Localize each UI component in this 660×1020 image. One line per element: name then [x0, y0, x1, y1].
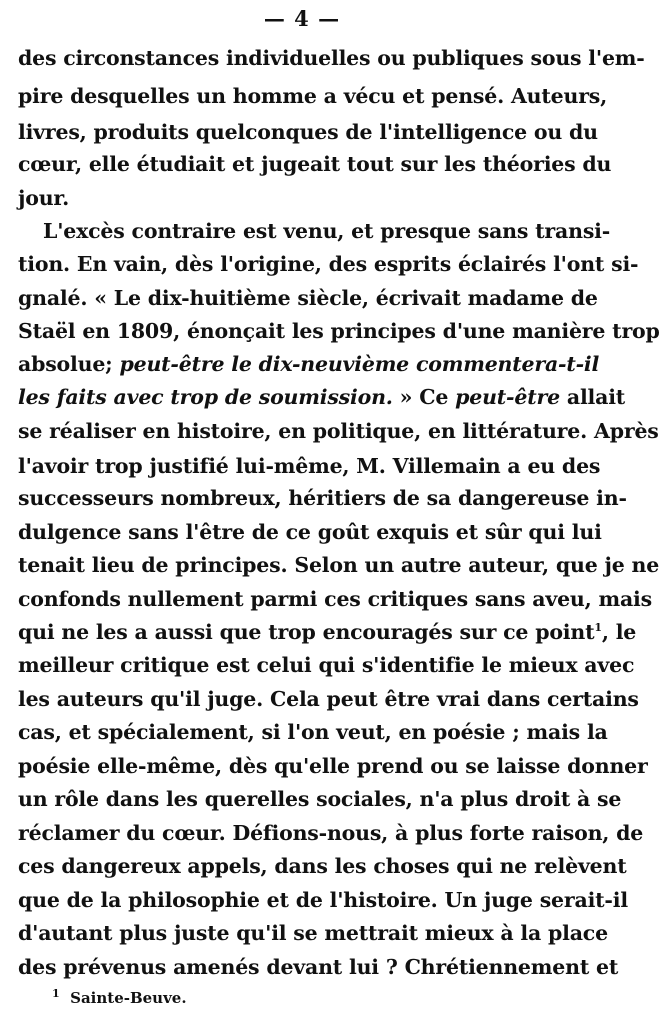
text-line — [18, 618, 637, 646]
text-line: ces dangereux appels, dans les choses qui ne relèvent — [18, 854, 627, 878]
text-line: poésie elle-même, dès qu'elle prend ou se laisse donner — [18, 754, 648, 778]
text-line: que de la philosophie et de l'histoire. Un juge serait-il — [18, 888, 628, 912]
text-line: L'excès contraire est venu, et presque sans transi- — [43, 219, 611, 243]
text-line — [18, 350, 600, 378]
text-line — [18, 383, 626, 411]
footnote — [52, 989, 187, 1007]
text-line: cœur, elle étudiait et jugeait tout sur les théories du — [18, 152, 612, 176]
text-line: des prévenus amenés devant lui ? Chrétiennement et — [18, 955, 619, 979]
italic-word: peut-être — [455, 385, 560, 409]
text-line: les auteurs qu'il juge. Cela peut être vrai dans certains — [18, 687, 639, 711]
footnote-text: Sainte-Beuve. — [70, 989, 187, 1007]
footnote-marker: 1 — [52, 987, 60, 1000]
text-line: un rôle dans les querelles sociales, n'a plus droit à se — [18, 787, 622, 811]
text-line: dulgence sans l'être de ce goût exquis et sûr qui lui — [18, 520, 602, 544]
text-line: jour. — [18, 186, 70, 210]
text-line: livres, produits quelconques de l'intelligence ou du — [18, 120, 598, 144]
footnote-reference: 1 — [594, 621, 602, 635]
italic-quote: peut-être le dix-neuvième commentera-t-il — [119, 352, 600, 376]
text-line: tenait lieu de principes. Selon un autre auteur, que je ne — [18, 553, 660, 577]
text-segment: allait — [559, 385, 626, 409]
text-line: des circonstances individuelles ou publiques sous l'em- — [18, 46, 645, 70]
text-line: l'avoir trop justifié lui-même, M. Villemain a eu des — [18, 454, 601, 478]
text-line: gnalé. « Le dix-huitième siècle, écrivait madame de — [18, 286, 598, 310]
text-segment: absolue; — [18, 352, 120, 376]
text-segment: , le — [601, 620, 637, 644]
text-line: pire desquelles un homme a vécu et pensé. Auteurs, — [18, 84, 608, 108]
text-line: réclamer du cœur. Défions-nous, à plus forte raison, de — [18, 821, 644, 845]
text-line: se réaliser en histoire, en politique, en littérature. Après — [18, 419, 659, 443]
text-line: successeurs nombreux, héritiers de sa dangereuse in- — [18, 486, 627, 510]
text-line: meilleur critique est celui qui s'identifie le mieux avec — [18, 653, 635, 677]
text-line: confonds nullement parmi ces critiques sans aveu, mais — [18, 587, 652, 611]
text-line: cas, et spécialement, si l'on veut, en poésie ; mais la — [18, 720, 608, 744]
text-segment: » Ce — [392, 385, 456, 409]
text-line: d'autant plus juste qu'il se mettrait mieux à la place — [18, 921, 608, 945]
text-line: tion. En vain, dès l'origine, des esprits éclairés l'ont si- — [18, 252, 639, 276]
page-number: — 4 — — [263, 6, 341, 31]
text-segment: qui ne les a aussi que trop encouragés sur ce point — [18, 620, 595, 644]
text-line: Staël en 1809, énonçait les principes d'une manière trop — [18, 319, 660, 343]
italic-quote: les faits avec trop de soumission. — [18, 385, 393, 409]
